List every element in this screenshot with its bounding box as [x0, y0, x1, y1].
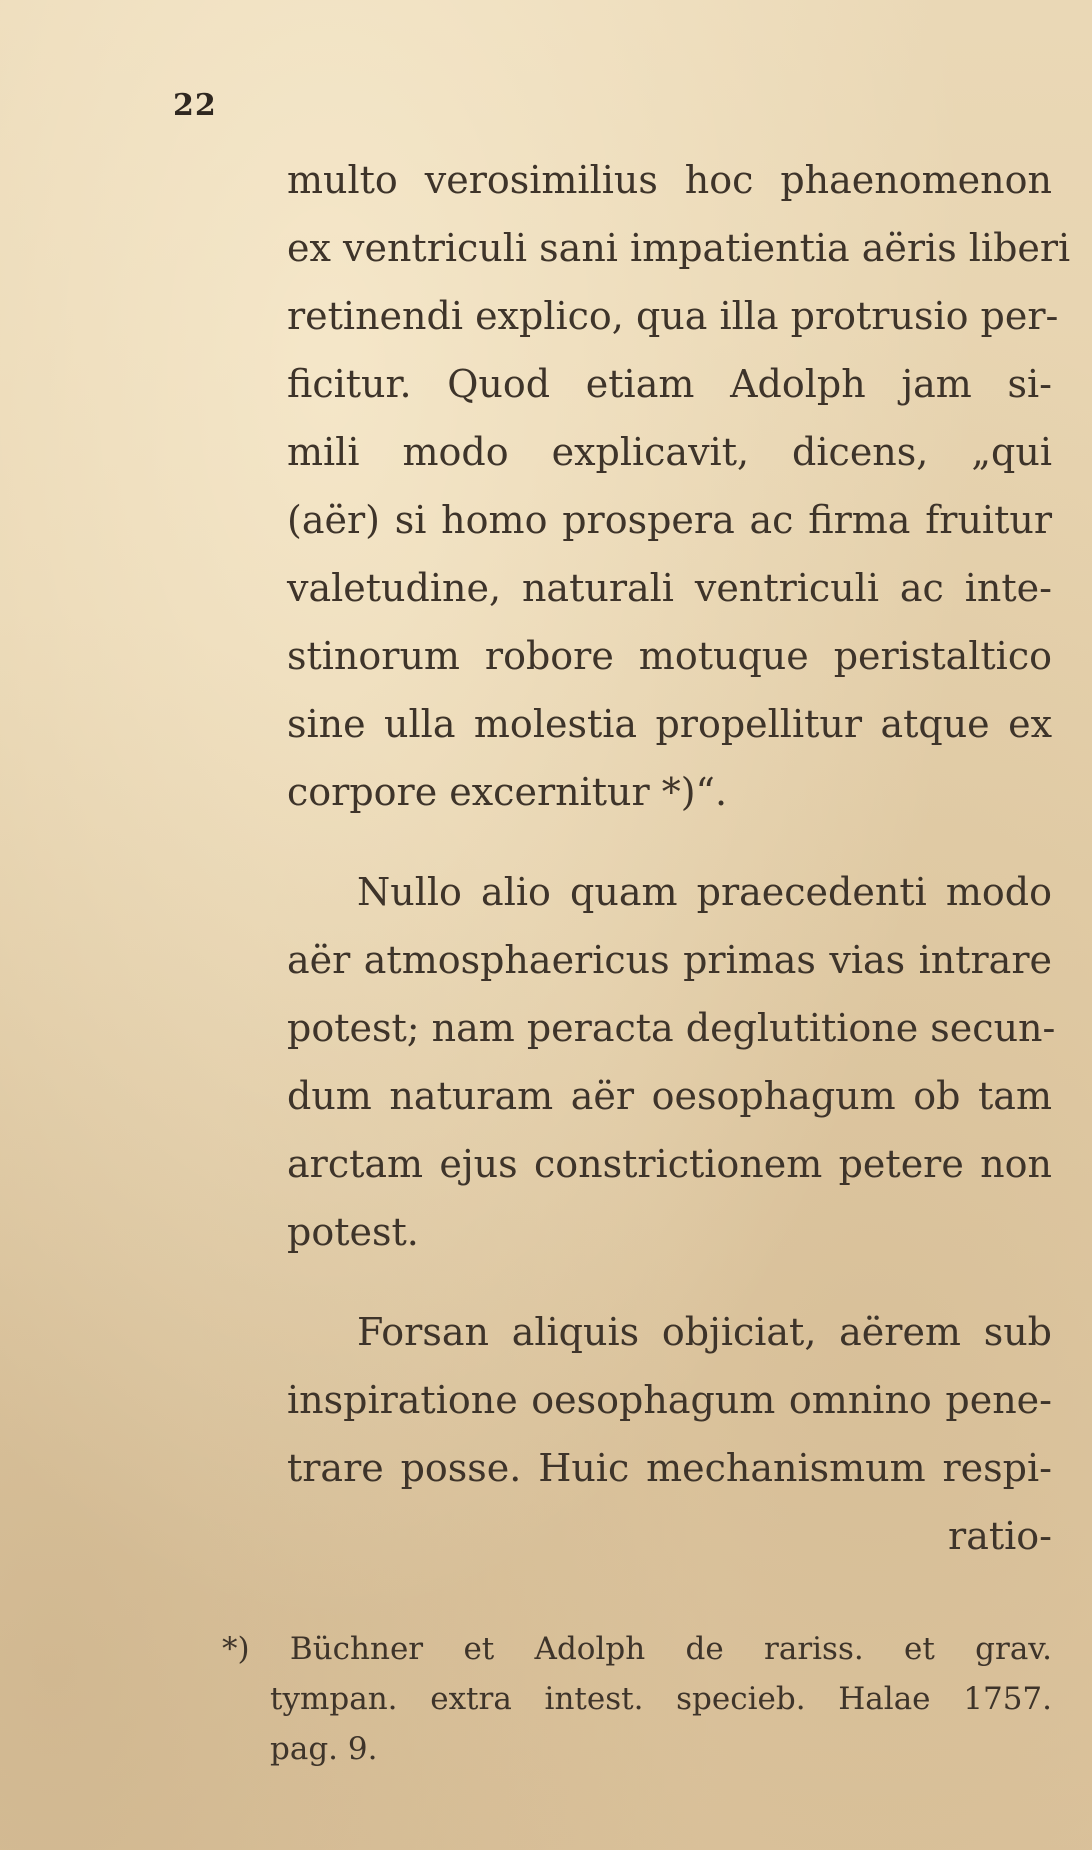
text-line: ex ventriculi sani impatientia aëris liberi [287, 226, 1071, 270]
footnote-line: tympan. extra intest. specieb. Halae 1757. [270, 1681, 1052, 1717]
catchword: ratio- [948, 1514, 1052, 1558]
text-line: aër atmosphaericus primas vias intrare [287, 938, 1052, 982]
text-line: retinendi explico, qua illa protrusio per- [287, 294, 1059, 338]
footnote-line: *) Büchner et Adolph de rariss. et grav. [222, 1631, 1052, 1667]
text-line: arctam ejus constrictionem petere non [287, 1142, 1052, 1186]
text-line: potest; nam peracta deglutitione secun- [287, 1006, 1056, 1050]
text-line: potest. [287, 1210, 419, 1254]
text-line: Nullo alio quam praecedenti modo [357, 870, 1052, 914]
text-line: corpore excernitur *)“. [287, 770, 728, 814]
footnote-line: pag. 9. [270, 1731, 378, 1767]
text-line: sine ulla molestia propellitur atque ex [287, 702, 1052, 746]
text-line: stinorum robore motuque peristaltico [287, 634, 1052, 678]
page-number: 22 [173, 88, 217, 123]
text-line: (aër) si homo prospera ac firma fruitur [287, 498, 1052, 542]
text-line: Forsan aliquis objiciat, aërem sub [357, 1310, 1052, 1354]
text-line: dum naturam aër oesophagum ob tam [287, 1074, 1052, 1118]
text-line: multo verosimilius hoc phaenomenon [287, 158, 1052, 202]
text-line: mili modo explicavit, dicens, „qui [287, 430, 1052, 474]
text-line: trare posse. Huic mechanismum respi- [287, 1446, 1052, 1490]
text-line: ficitur. Quod etiam Adolph jam si- [287, 362, 1052, 406]
text-line: valetudine, naturali ventriculi ac inte- [287, 566, 1052, 610]
text-line: inspiratione oesophagum omnino pene- [287, 1378, 1052, 1422]
